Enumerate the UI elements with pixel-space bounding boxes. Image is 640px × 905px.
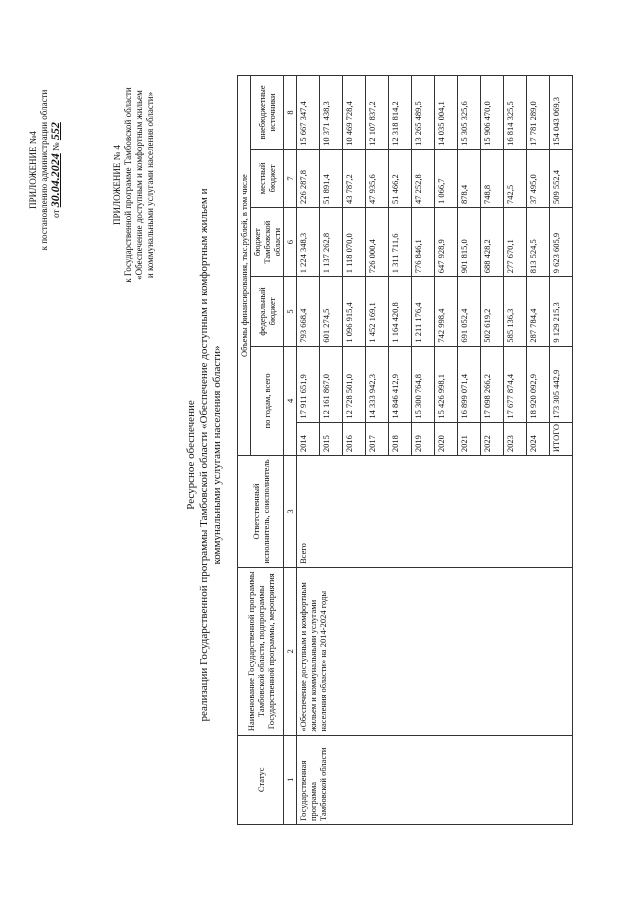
local-cell: 51 466,2 <box>389 149 412 207</box>
executor-cell: Всего <box>297 456 573 568</box>
document-title: Ресурсное обеспечение <box>185 400 197 510</box>
extra-cell: 12 318 814,2 <box>389 76 412 150</box>
appendix-label: ПРИЛОЖЕНИЕ №4 <box>28 131 38 209</box>
local-cell: 748,8 <box>481 149 504 207</box>
total-cell: 12 161 867,0 <box>320 346 343 422</box>
year-cell: 2015 <box>320 422 343 456</box>
col-number: 4 <box>284 346 297 456</box>
appendix2-line: к Государственной программе Тамбовской области <box>123 87 133 283</box>
regional-cell: 1 137 262,8 <box>320 208 343 277</box>
appendix2-line: и коммунальными услугами населения области» <box>145 91 155 279</box>
total-cell: 14 846 412,9 <box>389 346 412 422</box>
regional-cell: 9 623 605,9 <box>550 208 573 277</box>
header-regional: бюджет Тамбовской области <box>251 208 284 277</box>
regional-cell: 901 815,0 <box>458 208 481 277</box>
year-cell: 2023 <box>504 422 527 456</box>
total-cell: 17 911 651,9 <box>297 346 320 422</box>
federal-cell: 585 136,3 <box>504 277 527 346</box>
year-cell: 2024 <box>527 422 550 456</box>
appendix2-label: ПРИЛОЖЕНИЕ № 4 <box>112 144 122 226</box>
decree-date-line: от 30.04.2024 № 552 <box>48 122 62 218</box>
status-cell: Государственная программа Тамбовской области <box>297 735 573 824</box>
header-by-year: по годам, всего <box>251 346 284 456</box>
regional-cell: 1 311 711,6 <box>389 208 412 277</box>
appendix2-line: «Обеспечение доступным и комфортным жильем <box>134 90 144 280</box>
federal-cell: 691 052,4 <box>458 277 481 346</box>
local-cell: 878,4 <box>458 149 481 207</box>
regional-cell: 1 224 348,3 <box>297 208 320 277</box>
federal-cell: 1 164 420,8 <box>389 277 412 346</box>
total-cell: 16 899 071,4 <box>458 346 481 422</box>
year-cell: 2021 <box>458 422 481 456</box>
col-number: 1 <box>284 735 297 824</box>
total-cell: 15 300 764,8 <box>412 346 435 422</box>
local-cell: 47 252,8 <box>412 149 435 207</box>
col-number: 6 <box>284 208 297 277</box>
header-local: местный бюджет <box>251 149 284 207</box>
decree-line: к постановлению администрации области <box>39 89 49 251</box>
extra-cell: 10 469 728,4 <box>343 76 366 150</box>
federal-cell: 1 211 176,4 <box>412 277 435 346</box>
table-row <box>297 76 320 825</box>
header-executor: Ответственный исполнитель, соисполнитель <box>238 456 284 568</box>
program-appendix-header <box>112 35 156 335</box>
federal-cell: 601 274,5 <box>320 277 343 346</box>
extra-cell: 17 781 289,0 <box>527 76 550 150</box>
regional-cell: 277 670,1 <box>504 208 527 277</box>
local-cell: 226 287,8 <box>297 149 320 207</box>
extra-cell: 10 371 438,3 <box>320 76 343 150</box>
regional-cell: 688 428,2 <box>481 208 504 277</box>
appendix-header <box>28 35 62 305</box>
federal-cell: 287 784,4 <box>527 277 550 346</box>
col-number: 2 <box>284 567 297 735</box>
extra-cell: 15 305 325,6 <box>458 76 481 150</box>
federal-cell: 793 668,4 <box>297 277 320 346</box>
header-extra: внебюджетные источники <box>251 76 284 150</box>
federal-cell: 742 998,4 <box>435 277 458 346</box>
total-cell: 15 426 998,1 <box>435 346 458 422</box>
col-number: 5 <box>284 277 297 346</box>
local-cell: 37 495,0 <box>527 149 550 207</box>
decree-number: 552 <box>48 122 62 141</box>
year-cell: 2014 <box>297 422 320 456</box>
col-number: 7 <box>284 149 297 207</box>
year-cell: 2018 <box>389 422 412 456</box>
header-volumes: Объемы финансирования, тыс.рублей, в том числе <box>238 76 251 456</box>
local-cell: 1 066,7 <box>435 149 458 207</box>
local-cell: 509 552,4 <box>550 149 573 207</box>
year-cell: 2020 <box>435 422 458 456</box>
regional-cell: 776 846,1 <box>412 208 435 277</box>
year-cell: 2022 <box>481 422 504 456</box>
year-cell: 2017 <box>366 422 389 456</box>
program-name-cell: «Обеспечение доступным и комфортным жильем и коммунальными услугами населения области» на 2014-2024 годы <box>297 567 573 735</box>
resource-table <box>237 75 573 825</box>
extra-cell: 14 035 004,1 <box>435 76 458 150</box>
col-number: 8 <box>284 76 297 150</box>
col-number: 3 <box>284 456 297 568</box>
local-cell: 51 891,4 <box>320 149 343 207</box>
year-cell: 2016 <box>343 422 366 456</box>
extra-cell: 16 814 325,5 <box>504 76 527 150</box>
year-cell: ИТОГО <box>550 422 573 456</box>
header-name: Наименование Государственной программы Тамбовской области, подпрограммы Государственной программы, мероприятия <box>238 567 284 735</box>
total-cell: 173 305 442,9 <box>550 346 573 422</box>
total-cell: 18 920 092,9 <box>527 346 550 422</box>
federal-cell: 1 452 169,1 <box>366 277 389 346</box>
total-cell: 17 677 874,4 <box>504 346 527 422</box>
extra-cell: 15 667 347,4 <box>297 76 320 150</box>
local-cell: 43 787,2 <box>343 149 366 207</box>
extra-cell: 12 107 837,2 <box>366 76 389 150</box>
total-cell: 12 728 501,0 <box>343 346 366 422</box>
federal-cell: 1 096 915,4 <box>343 277 366 346</box>
federal-cell: 9 129 215,3 <box>550 277 573 346</box>
extra-cell: 13 265 489,5 <box>412 76 435 150</box>
total-cell: 14 333 942,3 <box>366 346 389 422</box>
federal-cell: 502 619,2 <box>481 277 504 346</box>
regional-cell: 647 928,9 <box>435 208 458 277</box>
table-body <box>297 76 573 825</box>
total-cell: 17 098 266,2 <box>481 346 504 422</box>
regional-cell: 813 524,5 <box>527 208 550 277</box>
local-cell: 742,5 <box>504 149 527 207</box>
year-cell: 2019 <box>412 422 435 456</box>
header-status: Статус <box>238 735 284 824</box>
document-subtitle: реализации Государственной программы Тамбовской области «Обеспечение доступным и комфортным жильем и коммунальными услугами населения области» <box>198 188 223 722</box>
regional-cell: 1 118 070,0 <box>343 208 366 277</box>
extra-cell: 154 043 069,3 <box>550 76 573 150</box>
header-federal: федеральный бюджет <box>251 277 284 346</box>
local-cell: 47 935,6 <box>366 149 389 207</box>
extra-cell: 15 906 470,0 <box>481 76 504 150</box>
decree-date: 30.04.2024 <box>48 153 62 208</box>
regional-cell: 726 000,4 <box>366 208 389 277</box>
